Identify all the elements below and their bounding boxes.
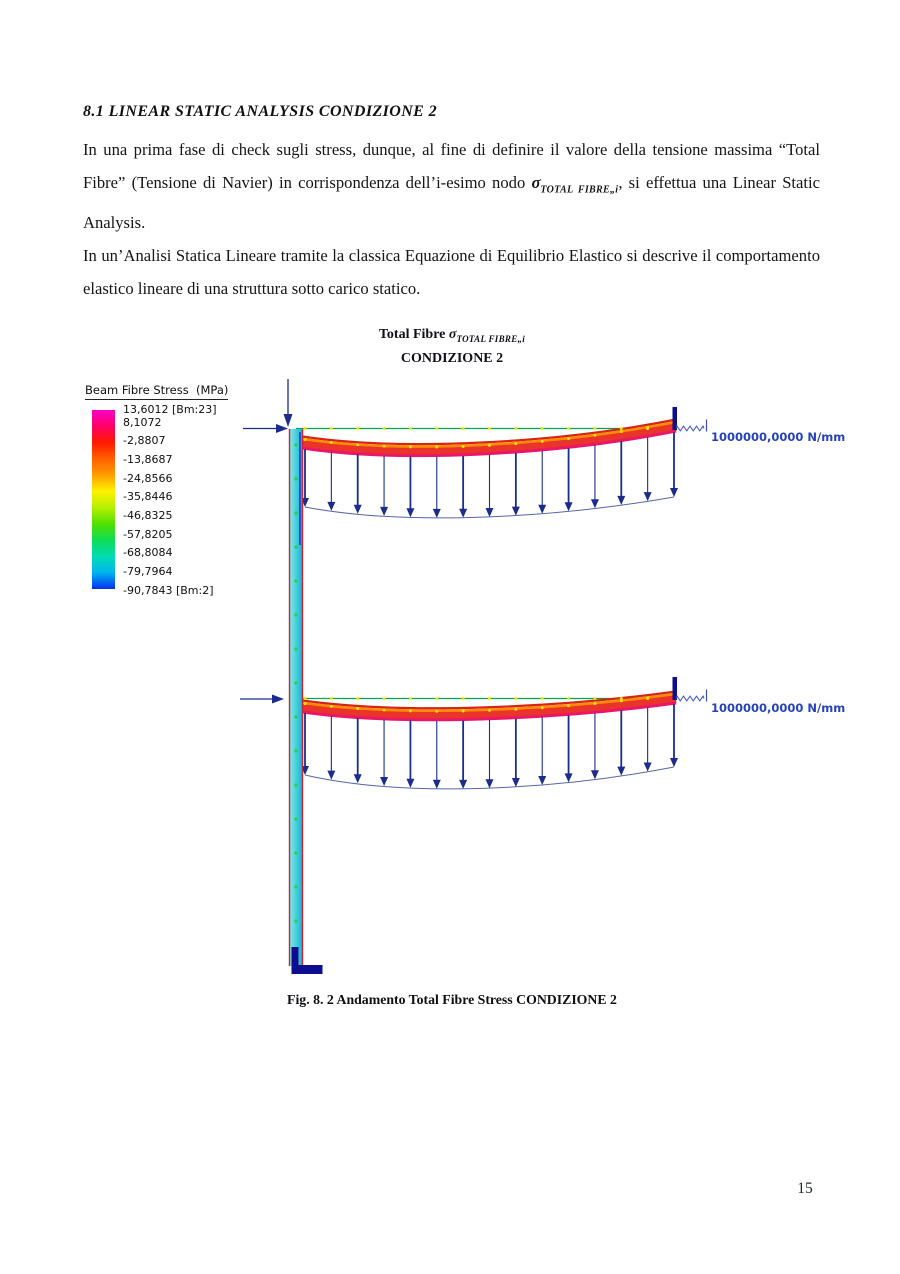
section-heading: 8.1 LINEAR STATIC ANALYSIS CONDIZIONE 2 <box>83 103 438 120</box>
paragraph-1-tail: , si effettua una Linear Static Analysis. <box>83 173 820 233</box>
point-arrows <box>240 379 293 704</box>
figure-title-line1 <box>85 327 819 344</box>
base-support <box>292 947 323 974</box>
beam-2 <box>296 677 845 720</box>
page-number: 15 <box>797 1180 813 1197</box>
load-arrows-2 <box>301 704 678 789</box>
body-text <box>83 133 820 305</box>
beam-1 <box>296 407 845 456</box>
legend-value: -24,8566 <box>123 471 173 485</box>
load-label: 1000000,0000 N/mm <box>711 701 846 715</box>
sigma-subscript: TOTAL FIBRE„i <box>456 333 526 344</box>
legend-value: -79,7964 <box>123 565 173 579</box>
legend-value: -90,7843 [Bm:2] <box>123 583 214 597</box>
legend-value: -46,8325 <box>123 509 173 522</box>
legend-value: -35,8446 <box>123 490 173 504</box>
paragraph-1-text: In una prima fase di check sugli stress, dunque, al fine di definire il valore della tensione massima “Total Fibre” (Tensione di Navier) in corrispondenza dell’i-esimo nodo <box>83 140 820 192</box>
figure-caption: Fig. 8. 2 Andamento Total Fibre Stress CONDIZIONE 2 <box>287 992 617 1007</box>
legend-value: -2,8807 <box>123 434 166 448</box>
figure-title <box>85 327 819 367</box>
column <box>290 429 303 966</box>
figure-title-line2: CONDIZIONE 2 <box>400 350 504 366</box>
sigma-notation <box>531 173 619 196</box>
legend-value: 8,1072 <box>123 415 162 429</box>
paragraph-1 <box>83 133 820 239</box>
sigma-symbol: σ <box>531 173 541 192</box>
stress-legend <box>85 383 245 608</box>
legend-value: 13,6012 [Bm:23] <box>123 402 217 416</box>
load-arrows-1 <box>301 432 678 518</box>
legend-value: -57,8205 <box>123 527 173 541</box>
legend-header: Beam Fibre Stress (MPa) <box>85 383 228 400</box>
legend-value: -13,8687 <box>123 452 173 466</box>
load-label: 1000000,0000 N/mm <box>711 430 846 444</box>
legend-value: -68,8084 <box>123 546 173 560</box>
sigma-subscript: TOTAL FIBRE„i <box>540 184 619 196</box>
paragraph-2: In un’Analisi Statica Lineare tramite la classica Equazione di Equilibrio Elastico si descrive il comportamento elastico lineare di una struttura sotto carico statico. <box>83 246 820 299</box>
sigma-symbol: σ <box>448 327 457 342</box>
figure-title-main: Total Fibre <box>378 327 449 342</box>
figure-title-sigma <box>449 327 525 342</box>
color-scale-bar <box>92 410 115 589</box>
